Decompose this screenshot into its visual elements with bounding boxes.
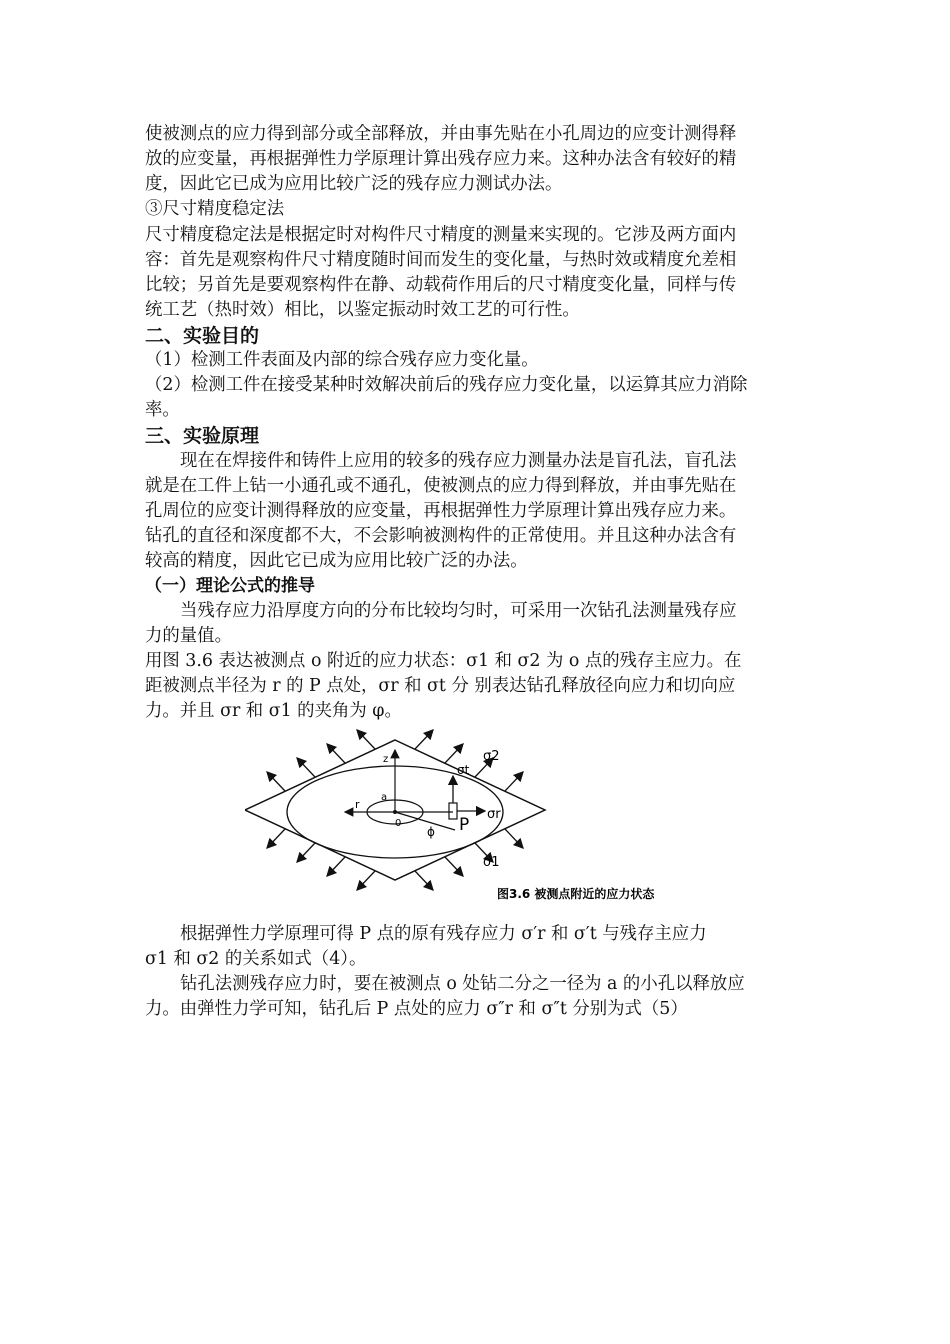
label-sigma1: σ1 [483,855,500,870]
text-line: 力的量值。 [145,626,232,646]
label-p: P [459,815,470,835]
text-line: 当残存应力沿厚度方向的分布比较均匀时，可采用一次钻孔法测量残存应 [180,601,737,621]
label-z: z [383,754,389,765]
text-line: 较高的精度，因此它已成为应用比较广泛的办法。 [145,551,528,571]
text-line: 力。并且 σr 和 σ1 的夹角为 φ。 [145,701,402,721]
text-line: 钻孔法测残存应力时，要在被测点 o 处钻二分之一径为 a 的小孔以释放应 [180,974,745,994]
label-a: a [381,792,388,803]
text-line: 力。由弹性力学可知，钻孔后 P 点处的应力 σ″r 和 σ″t 分别为式（5） [145,999,688,1019]
label-r: r [355,798,360,811]
text-line: 尺寸精度稳定法是根据定时对构件尺寸精度的测量来实现的。它涉及两方面内 [145,225,737,245]
figure-caption: 图3.6 被测点附近的应力状态 [497,887,655,901]
text-line: 根据弹性力学原理可得 P 点的原有残存应力 σ′r 和 σ′t 与残存主应力 [180,924,707,944]
text-line: 现在在焊接件和铸件上应用的较多的残存应力测量办法是盲孔法，盲孔法 [180,451,737,471]
text-line: 统工艺（热时效）相比，以鉴定振动时效工艺的可行性。 [145,300,580,320]
label-sigma-t: σt [457,763,470,777]
text-line: 距被测点半径为 r 的 P 点处，σr 和 σt 分 别表达钻孔释放径向应力和切向应 [145,676,736,696]
list-item: （1）检测工件表面及内部的综合残存应力变化量。 [145,350,539,370]
text-line: 度，因此它已成为应用比较广泛的残存应力测试办法。 [145,174,563,194]
label-phi: ϕ [427,825,435,839]
label-sigma2: σ2 [483,749,500,764]
list-item: （2）检测工件在接受某种时效解决前后的残存应力变化量，以运算其应力消除 [145,375,748,395]
label-o: 0 [395,818,402,829]
text-line: 使被测点的应力得到部分或全部释放，并由事先贴在小孔周边的应变计测得释 [145,124,737,144]
text-line: 比较；另首先是要观察构件在静、动载荷作用后的尺寸精度变化量，同样与传 [145,275,737,295]
section-heading-principle: 三、实验原理 [145,425,260,447]
point-p-marker [449,803,457,819]
list-item-cont: 率。 [145,400,180,420]
subsection-heading: （一）理论公式的推导 [145,576,315,596]
text-line: 孔周位的应变计测得释放的应变量，再根据弹性力学原理计算出残存应力来。 [145,501,737,521]
text-line: 用图 3.6 表达被测点 o 附近的应力状态：σ1 和 σ2 为 o 点的残存主应力。在 [145,651,742,671]
subheading-method-3: ③尺寸精度稳定法 [145,199,285,219]
text-line: 放的应变量，再根据弹性力学原理计算出残存应力来。这种办法含有较好的精 [145,149,737,169]
figure-stress-state [245,726,725,906]
label-sigma-r: σr [487,807,501,822]
section-heading-purpose: 二、实验目的 [145,325,260,347]
text-line: 就是在工件上钻一小通孔或不通孔，使被测点的应力得到释放，并由事先贴在 [145,476,737,496]
text-line: σ1 和 σ2 的关系如式（4）。 [145,949,367,969]
text-line: 钻孔的直径和深度都不大，不会影响被测构件的正常使用。并且这种办法含有 [145,526,737,546]
text-line: 容：首先是观察构件尺寸精度随时间而发生的变化量，与热时效或精度允差相 [145,250,737,270]
stress-diagram [245,726,725,906]
